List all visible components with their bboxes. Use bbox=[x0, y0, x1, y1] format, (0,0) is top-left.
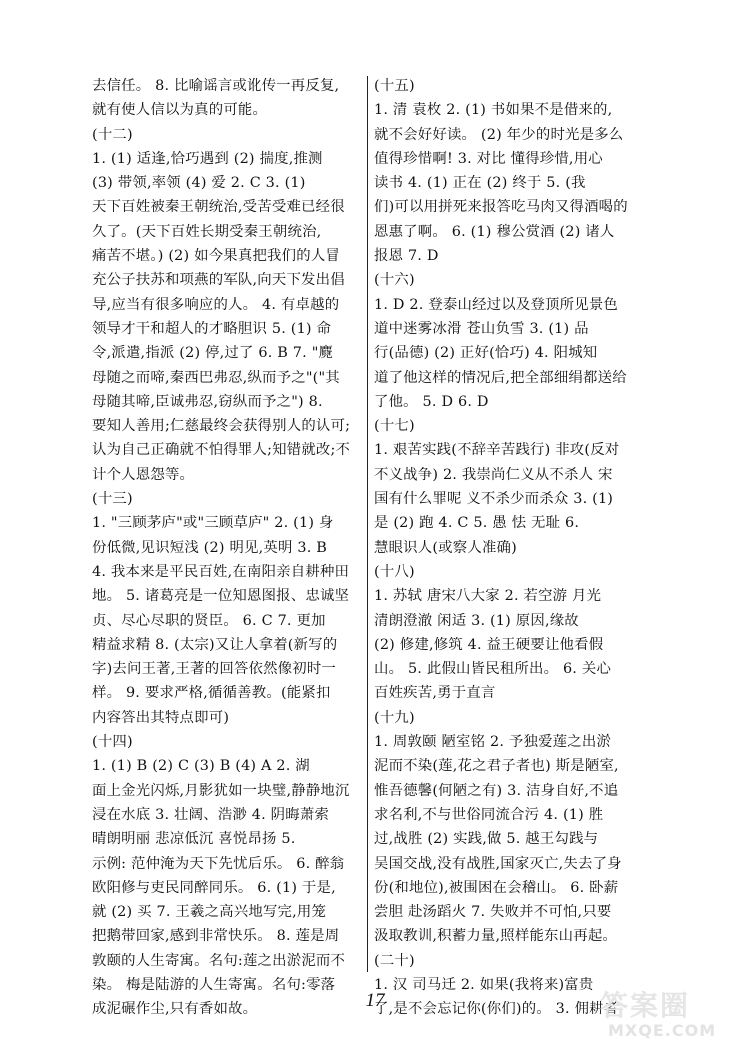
text-line: (十九) bbox=[374, 709, 415, 726]
text-line: 国有什么罪呢 义不杀少而杀众 3. (1) bbox=[374, 491, 614, 508]
text-line: (十五) bbox=[374, 78, 415, 94]
watermark bbox=[600, 990, 740, 1042]
text-line: (二十) bbox=[374, 952, 415, 969]
text-line: 充公子扶苏和项燕的军队,向天下发出倡 bbox=[92, 272, 345, 289]
text-line: 们)可以用拼死来报答吃马肉又得酒喝的 bbox=[374, 199, 628, 216]
text-line: 1. 苏轼 唐宋八大家 2. 若空游 月光 bbox=[374, 588, 602, 605]
text-line: 清朗澄澈 闲适 3. (1) 原因,缘故 bbox=[374, 612, 579, 629]
text-line: 就不会好好读。 (2) 年少的时光是多么 bbox=[374, 126, 624, 143]
text-line: 1. "三顾茅庐"或"三顾草庐" 2. (1) 身 bbox=[92, 515, 334, 532]
text-line: 道中迷雾冰滑 苍山负雪 3. (1) 品 bbox=[374, 320, 589, 337]
text-line: (十二) bbox=[92, 126, 133, 143]
text-line: 份(和地位),被围困在会稽山。 6. 卧薪 bbox=[374, 879, 619, 896]
text-line: (十七) bbox=[374, 418, 415, 435]
text-line: (十四) bbox=[92, 734, 133, 751]
text-line: 慧眼识人(或察人准确) bbox=[374, 539, 517, 556]
text-line: 惟吾德馨(何陋之有) 3. 洁身自好,不追 bbox=[374, 782, 619, 799]
text-line: (3) 带领,率领 (4) 爱 2. C 3. (1) bbox=[92, 175, 306, 192]
text-line: 百姓疾苦,勇于直言 bbox=[374, 685, 496, 702]
text-line: 求名利,不与世俗同流合污 4. (1) 胜 bbox=[374, 806, 604, 823]
text-line: 了他。 5. D 6. D bbox=[374, 393, 489, 410]
column-divider bbox=[367, 76, 368, 972]
text-line: 1. (1) 适逢,恰巧遇到 (2) 揣度,推测 bbox=[92, 150, 323, 167]
text-line: (2) 修建,修筑 4. 益王硬要让他看假 bbox=[374, 636, 604, 653]
text-line: 就 (2) 买 7. 王羲之高兴地写完,用笼 bbox=[92, 904, 327, 921]
text-line: 地。 5. 诸葛亮是一位知恩图报、忠诚坚 bbox=[92, 588, 350, 605]
text-line: 是 (2) 跑 4. C 5. 愚 怯 无耻 6. bbox=[374, 515, 580, 532]
text-line: 去信任。 8. 比喻谣言或讹传一再反复, bbox=[92, 78, 340, 94]
text-line: 令,派遣,指派 (2) 停,过了 6. B 7. "麑 bbox=[92, 345, 334, 362]
text-line: 尝胆 赴汤蹈火 7. 失败并不可怕,只要 bbox=[374, 904, 612, 921]
text-line: 领导才干和超人的才略胆识 5. (1) 命 bbox=[92, 320, 332, 337]
text-line: 道了他这样的情况后,把全部细绢都送给 bbox=[374, 369, 627, 386]
text-line: (十三) bbox=[92, 491, 133, 508]
left-column bbox=[92, 74, 362, 1022]
text-line: 精益求精 8. (太宗)又让人拿着(新写的 bbox=[92, 636, 338, 653]
text-line: 恩惠了啊。 6. (1) 穆公赏酒 (2) 诸人 bbox=[374, 223, 615, 240]
text-line: 染。 梅是陆游的人生寄寓。名句:零落 bbox=[92, 976, 336, 993]
page-number: 17 bbox=[365, 990, 385, 1011]
text-line: 报恩 7. D bbox=[374, 248, 439, 265]
text-line: 痛苦不堪。) (2) 如今果真把我们的人冒 bbox=[92, 248, 341, 265]
text-line: 汲取教训,积蓄力量,照样能东山再起。 bbox=[374, 928, 617, 945]
text-line: 吴国交战,没有战胜,国家灭亡,失去了身 bbox=[374, 855, 622, 872]
text-line: 4. 我本来是平民百姓,在南阳亲自耕种田 bbox=[92, 563, 350, 580]
text-line: 贞、尽心尽职的贤臣。 6. C 7. 更加 bbox=[92, 612, 326, 629]
text-line: 1. 周敦颐 陋室铭 2. 予独爱莲之出淤 bbox=[374, 734, 612, 751]
text-line: 值得珍惜啊! 3. 对比 懂得珍惜,用心 bbox=[374, 150, 603, 167]
text-line: 1. 汉 司马迁 2. 如果(我将来)富贵 bbox=[374, 976, 594, 993]
text-line: 成泥碾作尘,只有香如故。 bbox=[92, 1001, 258, 1018]
text-line: 浸在水底 3. 壮阔、浩渺 4. 阴晦萧索 bbox=[92, 806, 330, 823]
text-line: 把鹅带回家,感到非常快乐。 8. 莲是周 bbox=[92, 928, 340, 945]
text-line: 行(品德) (2) 正好(恰巧) 4. 阳城知 bbox=[374, 345, 598, 362]
text-line: (十八) bbox=[374, 563, 415, 580]
text-line: 内容答出其特点即可) bbox=[92, 709, 230, 726]
text-line: 晴朗明丽 悲凉低沉 喜悦昂扬 5. bbox=[92, 831, 296, 848]
text-line: 1. D 2. 登泰山经过以及登顶所见景色 bbox=[374, 296, 619, 313]
text-line: 导,应当有很多响应的人。 4. 有卓越的 bbox=[92, 296, 340, 313]
text-line: 1. (1) B (2) C (3) B (4) A 2. 湖 bbox=[92, 758, 310, 775]
text-line: 1. 清 袁枚 2. (1) 书如果不是借来的, bbox=[374, 102, 613, 119]
text-line: 份低微,见识短浅 (2) 明见,英明 3. B bbox=[92, 539, 328, 556]
text-line: 久了。(天下百姓长期受秦王朝统治, bbox=[92, 223, 322, 240]
text-line: 了,是不会忘记你(你们)的。 3. 佣耕者 bbox=[374, 1001, 619, 1018]
text-line: 就有使人信以为真的可能。 bbox=[92, 102, 268, 119]
text-line: 过,战胜 (2) 实践,做 5. 越王勾践与 bbox=[374, 831, 599, 848]
text-line: 要知人善用;仁慈最终会获得别人的认可; bbox=[92, 418, 351, 435]
watermark-bottom: MXQE.COM bbox=[608, 1021, 717, 1040]
text-line: 欧阳修与吏民同醉同乐。 6. (1) 于是, bbox=[92, 879, 336, 896]
text-line: 泥而不染(莲,花之君子者也) 斯是陋室, bbox=[374, 758, 619, 775]
text-line: 天下百姓被秦王朝统治,受苦受难已经很 bbox=[92, 199, 345, 216]
text-line: 示例: 范仲淹为天下先忧后乐。 6. 醉翁 bbox=[92, 855, 345, 872]
text-line: 母随其啼,臣诚弗忍,窃纵而予之") 8. bbox=[92, 393, 323, 410]
text-line: 山。 5. 此假山皆民租所出。 6. 关心 bbox=[374, 661, 612, 678]
text-line: 字)去问王著,王著的回答依然像初时一 bbox=[92, 661, 337, 678]
text-line: 1. 艰苦实践(不辞辛苦践行) 非攻(反对 bbox=[374, 442, 620, 459]
text-line: 样。 9. 要求严格,循循善教。(能紧扣 bbox=[92, 685, 331, 702]
text-line: 读书 4. (1) 正在 (2) 终于 5. (我 bbox=[374, 175, 586, 192]
watermark-top: 答案圈 bbox=[600, 989, 691, 1022]
text-line: 母随之而啼,秦西巴弗忍,纵而予之"("其 bbox=[92, 369, 340, 386]
text-line: 计个人恩怨等。 bbox=[92, 466, 195, 483]
text-line: 不义战争) 2. 我崇尚仁义从不杀人 宋 bbox=[374, 466, 613, 483]
text-line: 敦颐的人生寄寓。名句:莲之出淤泥而不 bbox=[92, 952, 346, 969]
text-line: (十六) bbox=[374, 272, 415, 289]
text-line: 认为自己正确就不怕得罪人;知错就改;不 bbox=[92, 442, 351, 459]
text-line: 面上金光闪烁,月影犹如一块璧,静静地沉 bbox=[92, 782, 350, 799]
right-column bbox=[374, 74, 674, 1022]
